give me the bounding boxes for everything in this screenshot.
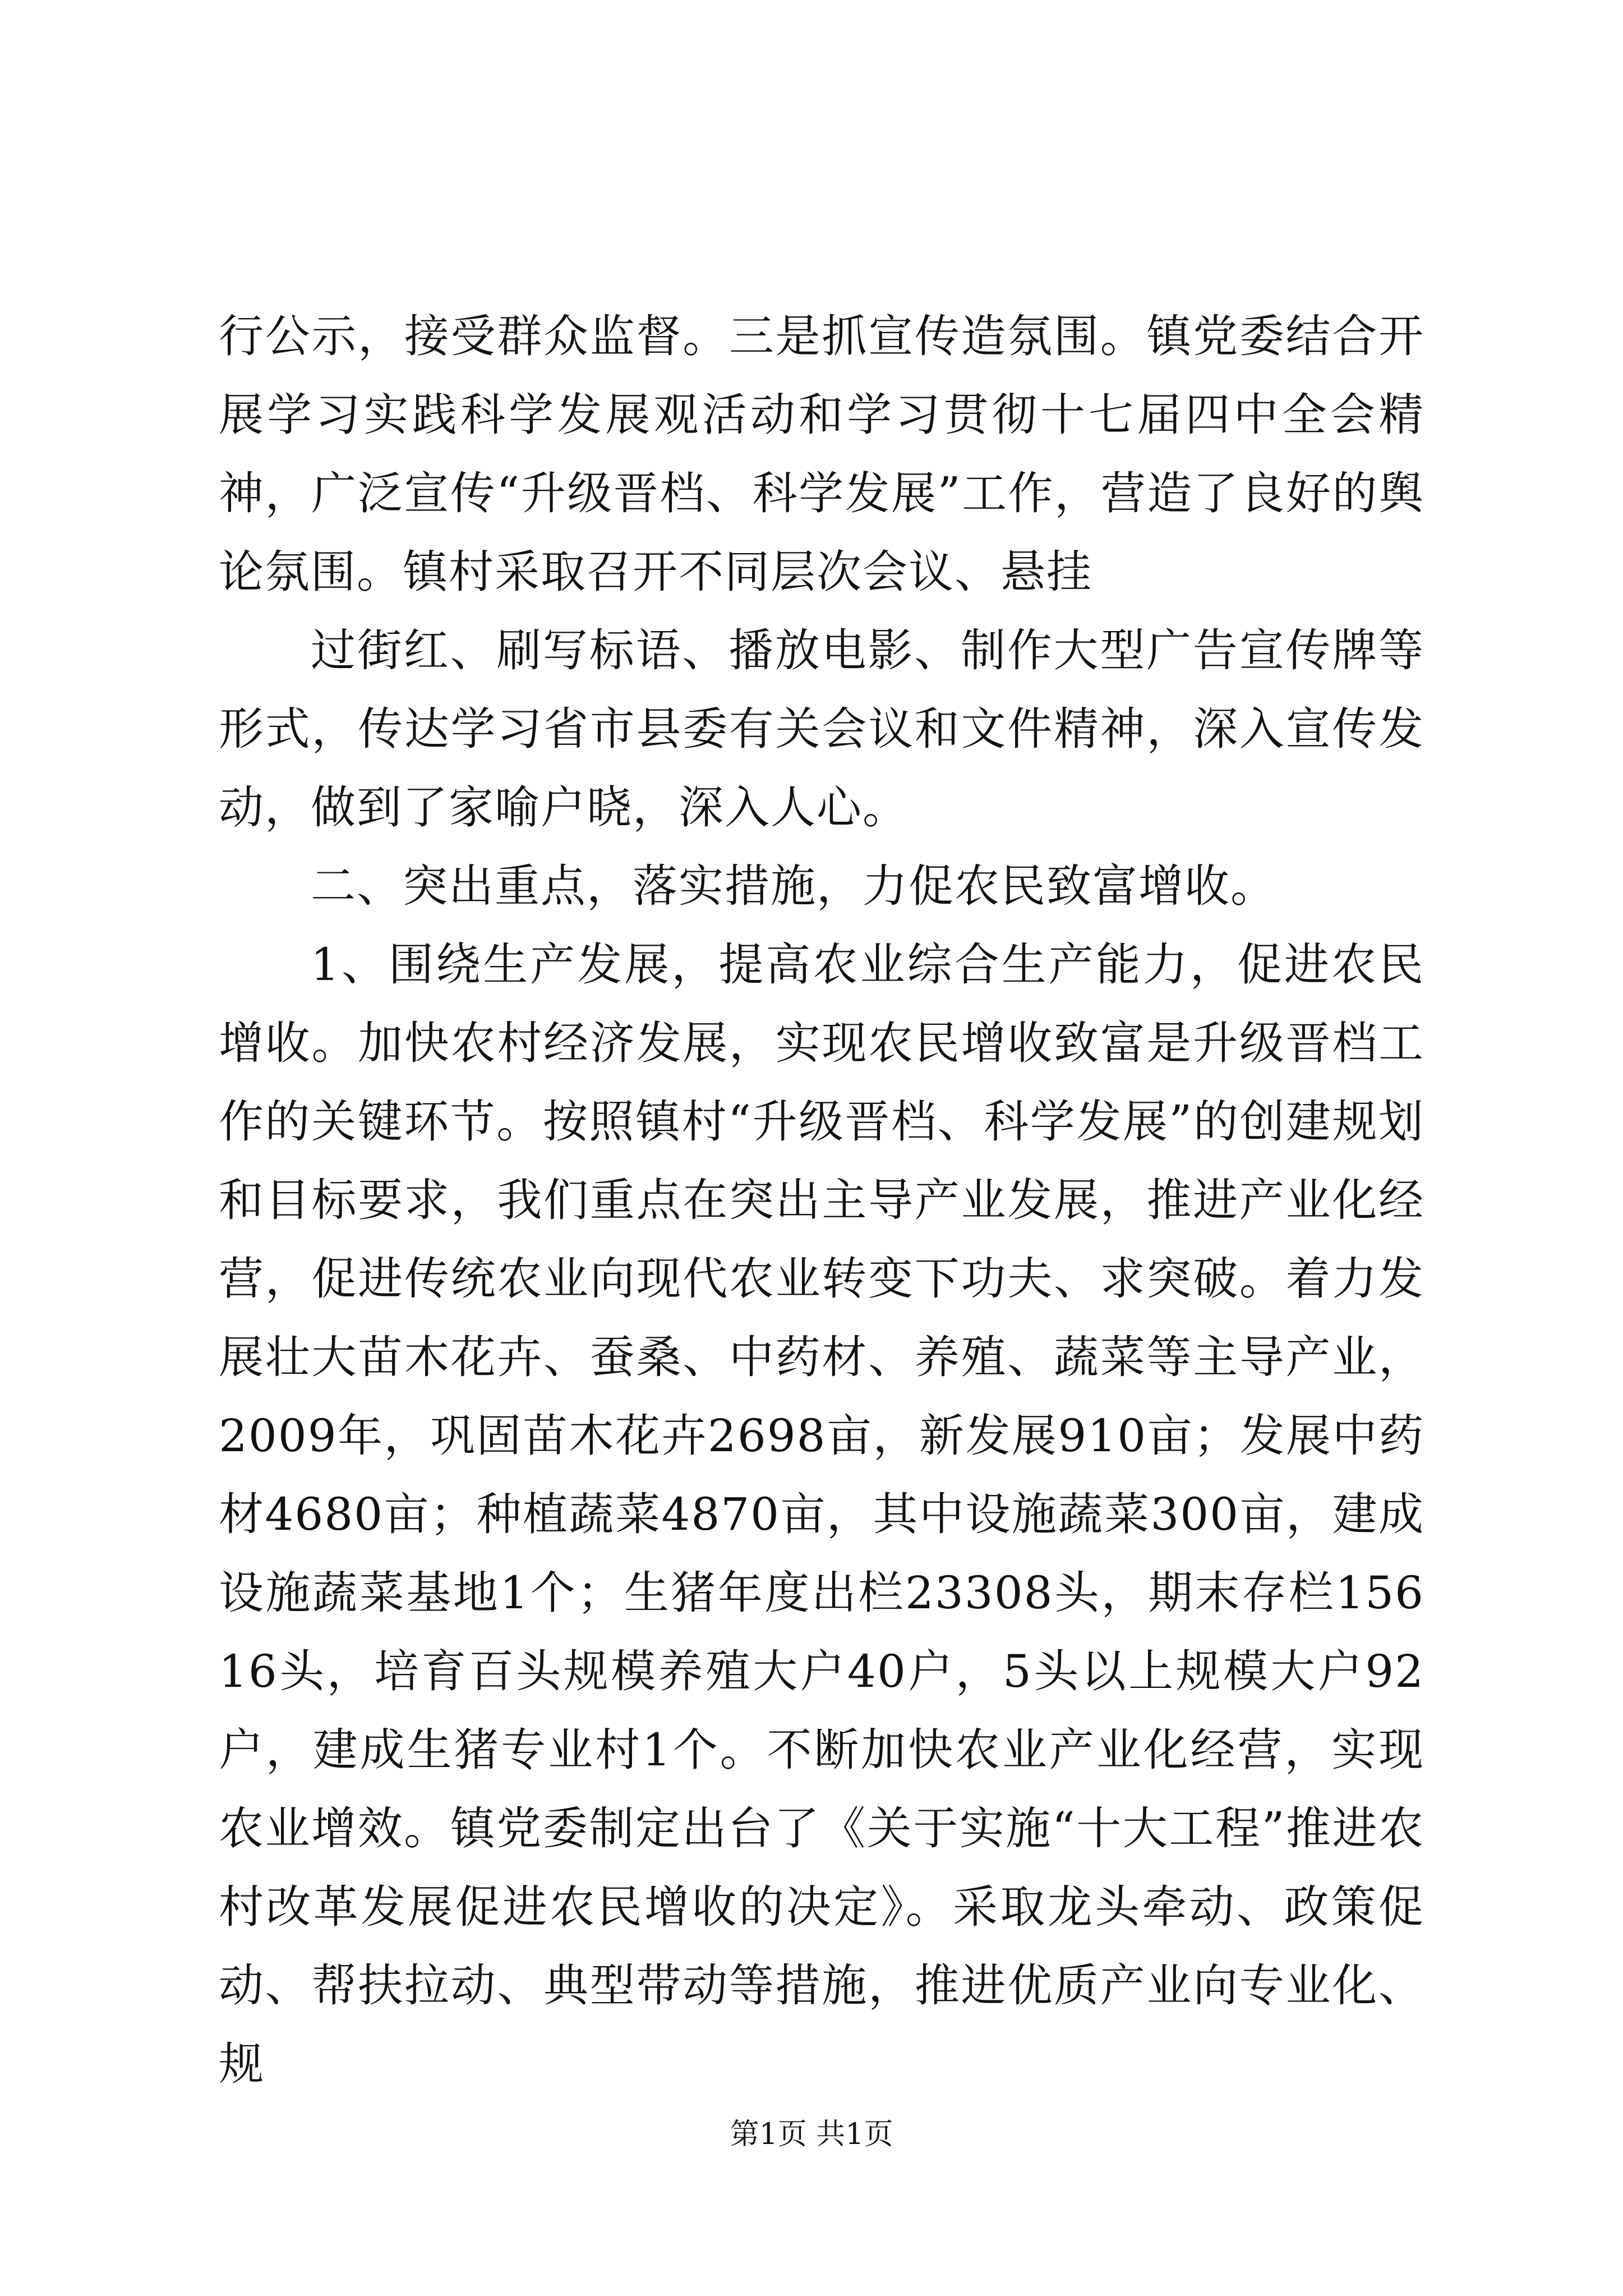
section-heading: 二、突出重点，落实措施，力促农民致富增收。 [311, 860, 1276, 912]
page-footer: 第1页 共1页 [730, 2118, 893, 2151]
paragraph-3: 1、围绕生产发展，提高农业综合生产能力，促进农民增收。加快农村经济发展，实现农民增收致富是升级晋档工作的关键环节。按照镇村“升级晋档、科学发展”的创建规划和目标要求，我们重点在突出主导产业发展，推进产业化经营，促进传统农业向现代农业转变下功夫、求突破。着力发展壮大苗木花卉、蚕桑、中药材、养殖、蔬菜等主导产业，2009年，巩固苗木花卉2698亩，新发展910亩；发展中药材4680亩；种植蔬菜4870亩，其中设施蔬菜300亩，建成设施蔬菜基地1个；生猪年度出栏23308头，期末存栏15616头，培育百头规模养殖大户40户，5头以上规模大户92户，建成生猪专业村1个。不断加快农业产业化经营，实现农业增效。镇党委制定出台了《关于实施“十大工程”推进农村改革发展促进农民增收的决定》。采取龙头牵动、政策促动、帮扶拉动、典型带动等措施，推进优质产业向专业化、规 [219, 938, 1424, 2090]
body-text [219, 297, 1424, 2104]
paragraph-2: 过街红、刷写标语、播放电影、制作大型广告宣传牌等形式，传达学习省市县委有关会议和文件精神，深入宣传发动，做到了家喻户晓，深入人心。 [219, 624, 1424, 834]
paragraph-1: 行公示，接受群众监督。三是抓宣传造氛围。镇党委结合开展学习实践科学发展观活动和学习贯彻十七届四中全会精神，广泛宣传“升级晋档、科学发展”工作，营造了良好的舆论氛围。镇村采取召开不同层次会议、悬挂 [219, 310, 1424, 598]
